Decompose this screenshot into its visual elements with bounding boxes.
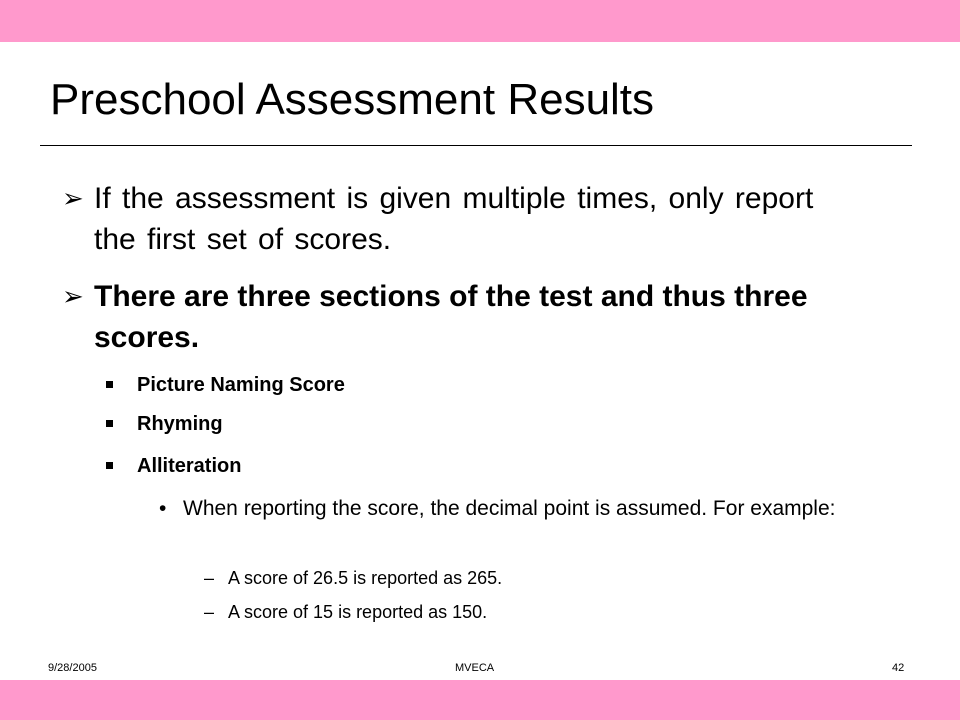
footer-org: MVECA — [455, 662, 495, 674]
note-text: When reporting the score, the decimal point is assumed. For example: — [183, 497, 836, 520]
footer-page-number: 42 — [892, 662, 905, 674]
arrow-bullet-icon: ➢ — [62, 183, 84, 213]
example-text: A score of 15 is reported as 150. — [228, 602, 488, 622]
sub-bullet-text: Alliteration — [137, 455, 242, 477]
bullet-item — [62, 178, 862, 260]
sub-bullet-item — [106, 453, 241, 479]
footer-date: 9/28/2005 — [48, 662, 97, 674]
square-bullet-icon — [106, 420, 113, 427]
slide-title: Preschool Assessment Results — [50, 75, 655, 124]
example-item — [204, 600, 487, 624]
note-item — [159, 494, 899, 523]
title-divider — [40, 145, 912, 146]
dash-bullet-icon: – — [204, 602, 215, 622]
sub-bullet-text: Picture Naming Score — [137, 374, 345, 396]
sub-bullet-item — [106, 372, 345, 398]
square-bullet-icon — [106, 462, 113, 469]
bottom-pink-band — [0, 680, 960, 720]
bullet-text: If the assessment is given multiple times, only report the first set of scores. — [94, 182, 814, 256]
example-text: A score of 26.5 is reported as 265. — [228, 568, 503, 588]
square-bullet-icon — [106, 381, 113, 388]
sub-bullet-item — [106, 411, 223, 437]
dash-bullet-icon: – — [204, 568, 215, 588]
sub-bullet-text: Rhyming — [137, 413, 223, 435]
example-item — [204, 566, 502, 590]
arrow-bullet-icon: ➢ — [62, 281, 84, 311]
bullet-item — [62, 276, 862, 358]
dot-bullet-icon: • — [159, 497, 167, 520]
bullet-text: There are three sections of the test and thus three scores. — [94, 280, 808, 354]
top-pink-band — [0, 0, 960, 42]
